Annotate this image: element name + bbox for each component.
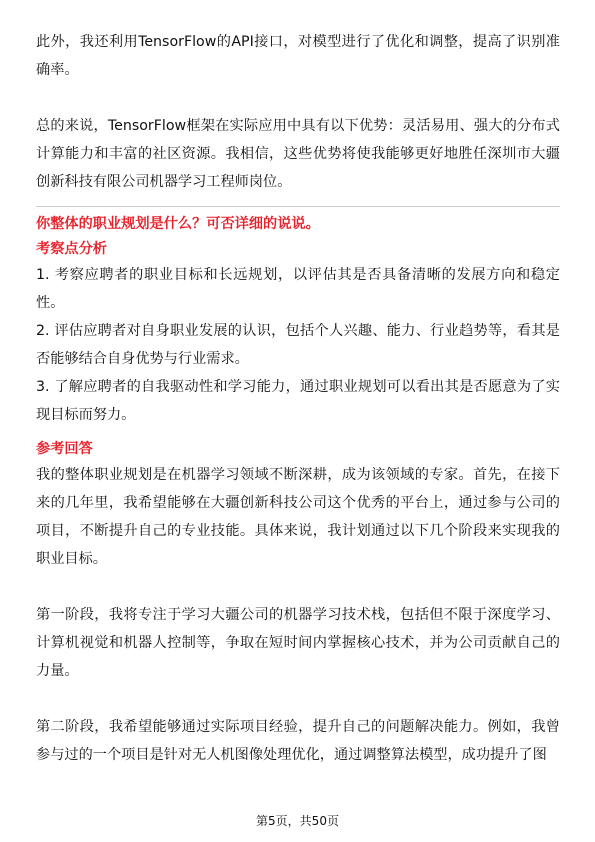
document-page: [36, 28, 560, 769]
answer-paragraph-1: 我的整体职业规划是在机器学习领域不断深耕，成为该领域的专家。首先，在接下来的几年里，我希望能够在大疆创新科技公司这个优秀的平台上，通过参与公司的项目，不断提升自己的专业技能。具体来说，我计划通过以下几个阶段来实现我的职业目标。: [36, 467, 560, 567]
paragraph-gap: [36, 685, 560, 713]
answer-paragraph-2: 第一阶段，我将专注于学习大疆公司的机器学习技术栈，包括但不限于深度学习、计算机视觉和机器人控制等，争取在短时间内掌握核心技术，并为公司贡献自己的力量。: [36, 607, 560, 679]
page-footer: 第5页，共50页: [256, 814, 339, 828]
section-divider: [36, 206, 560, 207]
analysis-heading: 考察点分析: [36, 241, 107, 257]
intro-paragraph-2: 总的来说，TensorFlow框架在实际应用中具有以下优势：灵活易用、强大的分布式计算能力和丰富的社区资源。我相信，这些优势将使我能够更好地胜任深圳市大疆创新科技有限公司机器学习工程师岗位。: [36, 118, 560, 190]
answer-paragraph-3: 第二阶段，我希望能够通过实际项目经验，提升自己的问题解决能力。例如，我曾参与过的一个项目是针对无人机图像处理优化，通过调整算法模型，成功提升了图: [36, 719, 560, 763]
paragraph-gap: [36, 573, 560, 601]
intro-paragraph-1: 此外，我还利用TensorFlow的API接口，对模型进行了优化和调整，提高了识别准确率。: [36, 34, 560, 78]
analysis-item-1: 1. 考察应聘者的职业目标和长远规划，以评估其是否具备清晰的发展方向和稳定性。: [36, 267, 560, 311]
analysis-item-2: 2. 评估应聘者对自身职业发展的认识，包括个人兴趣、能力、行业趋势等，看其是否能够结合自身优势与行业需求。: [36, 323, 560, 367]
answer-heading: 参考回答: [36, 441, 93, 457]
paragraph-gap: [36, 84, 560, 112]
interview-question: 你整体的职业规划是什么？可否详细的说说。: [36, 216, 320, 232]
analysis-item-3: 3. 了解应聘者的自我驱动性和学习能力，通过职业规划可以看出其是否愿意为了实现目标而努力。: [36, 379, 560, 423]
